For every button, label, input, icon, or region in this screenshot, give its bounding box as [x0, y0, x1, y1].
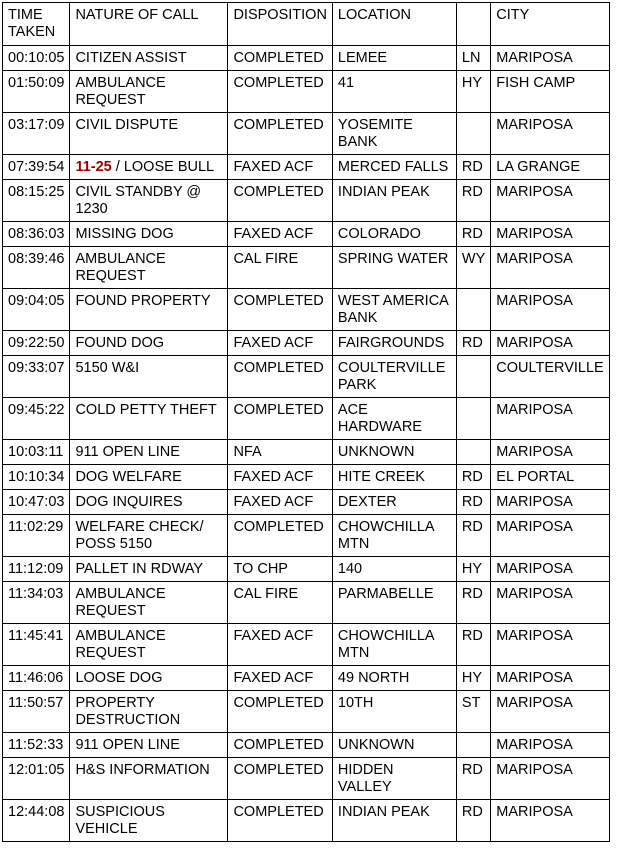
cell-city: MARIPOSA: [491, 691, 609, 733]
cell-suffix: [456, 289, 490, 331]
nature-text: CIVIL DISPUTE: [75, 117, 179, 133]
cell-location: 10TH: [332, 691, 456, 733]
cell-disposition: COMPLETED: [228, 758, 332, 800]
cell-suffix: [456, 398, 490, 440]
cell-nature: [70, 289, 228, 331]
cell-suffix: HY: [456, 557, 490, 582]
cell-nature: [70, 733, 228, 758]
header-suffix: [456, 3, 490, 46]
cell-time: 01:50:09: [3, 71, 70, 113]
cell-suffix: RD: [456, 800, 490, 842]
cell-city: MARIPOSA: [491, 515, 609, 557]
cell-nature: [70, 800, 228, 842]
cell-disposition: FAXED ACF: [228, 331, 332, 356]
nature-text: DOG WELFARE: [75, 469, 182, 485]
header-time-taken: TIME TAKEN: [3, 3, 70, 46]
nature-text: DOG INQUIRES: [75, 494, 183, 510]
cell-time: 09:04:05: [3, 289, 70, 331]
cell-time: 10:10:34: [3, 465, 70, 490]
cell-time: 07:39:54: [3, 155, 70, 180]
cell-time: 08:36:03: [3, 222, 70, 247]
cell-suffix: RD: [456, 758, 490, 800]
cell-nature: [70, 155, 228, 180]
cell-nature: [70, 113, 228, 155]
cell-disposition: FAXED ACF: [228, 666, 332, 691]
table-row: [3, 180, 610, 222]
cell-suffix: RD: [456, 155, 490, 180]
header-location: LOCATION: [332, 3, 456, 46]
cell-location: LEMEE: [332, 46, 456, 71]
nature-text: PROPERTY DESTRUCTION: [75, 695, 181, 728]
header-row: [3, 3, 610, 46]
cell-suffix: RD: [456, 465, 490, 490]
cell-city: EL PORTAL: [491, 465, 609, 490]
cell-city: MARIPOSA: [491, 113, 609, 155]
cell-time: 12:01:05: [3, 758, 70, 800]
table-row: [3, 582, 610, 624]
cell-city: MARIPOSA: [491, 490, 609, 515]
cell-location: UNKNOWN: [332, 440, 456, 465]
cell-nature: [70, 71, 228, 113]
call-log-table: [2, 2, 610, 842]
cell-nature: [70, 515, 228, 557]
cell-suffix: [456, 113, 490, 155]
cell-nature: [70, 180, 228, 222]
cell-location: 140: [332, 557, 456, 582]
nature-text: CIVIL STANDBY @ 1230: [75, 184, 202, 217]
nature-text: FOUND DOG: [75, 335, 165, 351]
nature-text: MISSING DOG: [75, 226, 174, 242]
table-row: [3, 490, 610, 515]
cell-suffix: [456, 356, 490, 398]
cell-disposition: COMPLETED: [228, 800, 332, 842]
cell-city: LA GRANGE: [491, 155, 609, 180]
cell-nature: [70, 222, 228, 247]
cell-disposition: NFA: [228, 440, 332, 465]
cell-time: 08:39:46: [3, 247, 70, 289]
cell-city: FISH CAMP: [491, 71, 609, 113]
nature-text: 911 OPEN LINE: [75, 444, 180, 460]
cell-suffix: RD: [456, 582, 490, 624]
nature-text: CITIZEN ASSIST: [75, 50, 187, 66]
cell-city: MARIPOSA: [491, 758, 609, 800]
cell-time: 11:46:06: [3, 666, 70, 691]
cell-suffix: RD: [456, 222, 490, 247]
cell-city: MARIPOSA: [491, 247, 609, 289]
cell-nature: [70, 465, 228, 490]
cell-nature: [70, 691, 228, 733]
nature-text: AMBULANCE REQUEST: [75, 75, 166, 108]
cell-disposition: TO CHP: [228, 557, 332, 582]
cell-disposition: CAL FIRE: [228, 247, 332, 289]
nature-text: AMBULANCE REQUEST: [75, 251, 166, 284]
cell-suffix: RD: [456, 515, 490, 557]
call-code: 11-25: [75, 159, 112, 175]
nature-text: COLD PETTY THEFT: [75, 402, 217, 418]
cell-city: MARIPOSA: [491, 398, 609, 440]
nature-text: WELFARE CHECK/ POSS 5150: [75, 519, 204, 552]
cell-city: COULTERVILLE: [491, 356, 609, 398]
cell-location: WEST AMERICA BANK: [332, 289, 456, 331]
cell-suffix: [456, 440, 490, 465]
cell-city: MARIPOSA: [491, 666, 609, 691]
cell-suffix: ST: [456, 691, 490, 733]
cell-disposition: COMPLETED: [228, 691, 332, 733]
nature-text: 5150 W&I: [75, 360, 140, 376]
cell-location: PARMABELLE: [332, 582, 456, 624]
nature-text: / LOOSE BULL: [111, 159, 215, 175]
cell-suffix: RD: [456, 180, 490, 222]
cell-city: MARIPOSA: [491, 46, 609, 71]
cell-nature: [70, 666, 228, 691]
cell-disposition: COMPLETED: [228, 356, 332, 398]
table-row: [3, 733, 610, 758]
cell-disposition: COMPLETED: [228, 515, 332, 557]
cell-suffix: RD: [456, 490, 490, 515]
cell-disposition: COMPLETED: [228, 113, 332, 155]
nature-text: PALLET IN RDWAY: [75, 561, 204, 577]
cell-suffix: HY: [456, 71, 490, 113]
cell-location: INDIAN PEAK: [332, 800, 456, 842]
nature-text: FOUND PROPERTY: [75, 293, 211, 309]
table-row: [3, 155, 610, 180]
cell-location: CHOWCHILLA MTN: [332, 515, 456, 557]
table-row: [3, 666, 610, 691]
cell-location: HITE CREEK: [332, 465, 456, 490]
cell-nature: [70, 758, 228, 800]
cell-nature: [70, 440, 228, 465]
cell-suffix: [456, 733, 490, 758]
nature-text: SUSPICIOUS VEHICLE: [75, 804, 165, 837]
table-row: [3, 758, 610, 800]
nature-text: 911 OPEN LINE: [75, 737, 180, 753]
table-row: [3, 71, 610, 113]
cell-time: 11:12:09: [3, 557, 70, 582]
cell-time: 09:45:22: [3, 398, 70, 440]
cell-disposition: FAXED ACF: [228, 624, 332, 666]
cell-nature: [70, 624, 228, 666]
cell-disposition: FAXED ACF: [228, 155, 332, 180]
cell-location: FAIRGROUNDS: [332, 331, 456, 356]
cell-time: 00:10:05: [3, 46, 70, 71]
table-row: [3, 557, 610, 582]
cell-disposition: FAXED ACF: [228, 222, 332, 247]
cell-time: 12:44:08: [3, 800, 70, 842]
cell-time: 09:22:50: [3, 331, 70, 356]
cell-time: 11:50:57: [3, 691, 70, 733]
cell-city: MARIPOSA: [491, 180, 609, 222]
table-row: [3, 247, 610, 289]
nature-text: AMBULANCE REQUEST: [75, 628, 166, 661]
cell-location: YOSEMITE BANK: [332, 113, 456, 155]
cell-time: 11:34:03: [3, 582, 70, 624]
cell-disposition: FAXED ACF: [228, 490, 332, 515]
cell-suffix: RD: [456, 624, 490, 666]
cell-time: 10:03:11: [3, 440, 70, 465]
cell-disposition: COMPLETED: [228, 398, 332, 440]
table-row: [3, 398, 610, 440]
cell-nature: [70, 331, 228, 356]
cell-city: MARIPOSA: [491, 582, 609, 624]
cell-city: MARIPOSA: [491, 289, 609, 331]
cell-suffix: HY: [456, 666, 490, 691]
cell-location: COULTERVILLE PARK: [332, 356, 456, 398]
table-row: [3, 465, 610, 490]
table-row: [3, 356, 610, 398]
cell-city: MARIPOSA: [491, 222, 609, 247]
cell-time: 08:15:25: [3, 180, 70, 222]
table-row: [3, 331, 610, 356]
header-nature-of-call: NATURE OF CALL: [70, 3, 228, 46]
cell-location: 49 NORTH: [332, 666, 456, 691]
cell-location: HIDDEN VALLEY: [332, 758, 456, 800]
cell-location: 41: [332, 71, 456, 113]
cell-disposition: COMPLETED: [228, 46, 332, 71]
table-row: [3, 289, 610, 331]
cell-nature: [70, 398, 228, 440]
cell-nature: [70, 582, 228, 624]
cell-time: 11:52:33: [3, 733, 70, 758]
cell-time: 11:45:41: [3, 624, 70, 666]
cell-location: SPRING WATER: [332, 247, 456, 289]
cell-city: MARIPOSA: [491, 557, 609, 582]
cell-nature: [70, 490, 228, 515]
table-row: [3, 46, 610, 71]
header-disposition: DISPOSITION: [228, 3, 332, 46]
table-row: [3, 691, 610, 733]
cell-nature: [70, 247, 228, 289]
cell-disposition: COMPLETED: [228, 733, 332, 758]
cell-time: 11:02:29: [3, 515, 70, 557]
cell-location: DEXTER: [332, 490, 456, 515]
nature-text: AMBULANCE REQUEST: [75, 586, 166, 619]
cell-city: MARIPOSA: [491, 733, 609, 758]
cell-nature: [70, 46, 228, 71]
table-row: [3, 624, 610, 666]
cell-suffix: WY: [456, 247, 490, 289]
cell-disposition: FAXED ACF: [228, 465, 332, 490]
cell-disposition: CAL FIRE: [228, 582, 332, 624]
call-log-body: [3, 46, 610, 842]
cell-location: COLORADO: [332, 222, 456, 247]
cell-location: ACE HARDWARE: [332, 398, 456, 440]
cell-location: MERCED FALLS: [332, 155, 456, 180]
cell-nature: [70, 557, 228, 582]
cell-disposition: COMPLETED: [228, 180, 332, 222]
cell-location: CHOWCHILLA MTN: [332, 624, 456, 666]
cell-disposition: COMPLETED: [228, 289, 332, 331]
cell-suffix: LN: [456, 46, 490, 71]
nature-text: H&S INFORMATION: [75, 762, 210, 778]
cell-time: 09:33:07: [3, 356, 70, 398]
cell-nature: [70, 356, 228, 398]
cell-city: MARIPOSA: [491, 331, 609, 356]
table-row: [3, 800, 610, 842]
cell-city: MARIPOSA: [491, 624, 609, 666]
cell-time: 03:17:09: [3, 113, 70, 155]
header-city: CITY: [491, 3, 609, 46]
cell-city: MARIPOSA: [491, 440, 609, 465]
cell-location: INDIAN PEAK: [332, 180, 456, 222]
table-row: [3, 222, 610, 247]
cell-location: UNKNOWN: [332, 733, 456, 758]
cell-suffix: RD: [456, 331, 490, 356]
table-row: [3, 113, 610, 155]
cell-time: 10:47:03: [3, 490, 70, 515]
cell-city: MARIPOSA: [491, 800, 609, 842]
table-row: [3, 440, 610, 465]
table-row: [3, 515, 610, 557]
nature-text: LOOSE DOG: [75, 670, 163, 686]
cell-disposition: COMPLETED: [228, 71, 332, 113]
